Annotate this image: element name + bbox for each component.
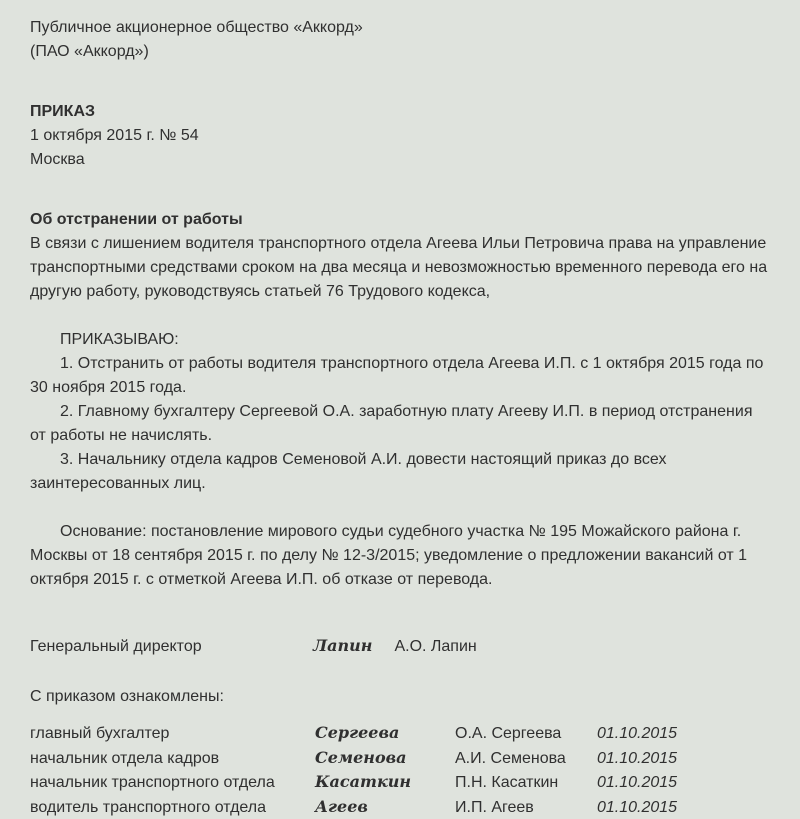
ack-position: водитель транспортного отдела — [30, 796, 315, 819]
acknowledgment-row — [30, 721, 770, 746]
order-directive: ПРИКАЗЫВАЮ: — [30, 328, 770, 352]
order-preamble: В связи с лишением водителя транспортного отдела Агеева Ильи Петровича права на управление транспортными средствами сроком на два месяца и невозможностью временного перевода его на другую работу, руководствуясь статьей 76 Трудового кодекса, — [30, 232, 770, 304]
director-name: А.О. Лапин — [394, 635, 476, 659]
ack-signature: Касаткин — [315, 770, 455, 794]
ack-position: начальник отдела кадров — [30, 747, 315, 771]
acknowledgment-row — [30, 746, 770, 771]
acknowledgment-row — [30, 770, 770, 795]
order-item-1: 1. Отстранить от работы водителя транспортного отдела Агеева И.П. с 1 октября 2015 года по 30 ноября 2015 года. — [30, 352, 770, 400]
company-name-short: (ПАО «Аккорд») — [30, 40, 770, 64]
order-items — [30, 328, 770, 496]
company-name-full: Публичное акционерное общество «Аккорд» — [30, 16, 770, 40]
order-item-2: 2. Главному бухгалтеру Сергеевой О.А. заработную плату Агееву И.П. в период отстранения от работы не начислять. — [30, 400, 770, 448]
acknowledgment-title: С приказом ознакомлены: — [30, 685, 770, 709]
ack-name: П.Н. Касаткин — [455, 771, 597, 795]
ack-position: начальник транспортного отдела — [30, 771, 315, 795]
order-city: Москва — [30, 148, 770, 172]
ack-signature: Семенова — [315, 746, 455, 770]
ack-signature: Агеев — [315, 795, 455, 819]
order-head — [30, 100, 770, 172]
ack-date: 01.10.2015 — [597, 771, 770, 795]
ack-date: 01.10.2015 — [597, 722, 770, 746]
ack-name: И.П. Агеев — [455, 796, 597, 819]
company-header — [30, 16, 770, 64]
acknowledgment-table — [30, 721, 770, 819]
ack-date: 01.10.2015 — [597, 796, 770, 819]
doc-type-title: ПРИКАЗ — [30, 100, 770, 124]
ack-date: 01.10.2015 — [597, 747, 770, 771]
order-date-number: 1 октября 2015 г. № 54 — [30, 124, 770, 148]
director-signature: Лапин — [313, 634, 372, 658]
order-body — [30, 208, 770, 592]
acknowledgment-row — [30, 795, 770, 819]
ack-position: главный бухгалтер — [30, 722, 315, 746]
director-position: Генеральный директор — [30, 635, 313, 659]
order-subject: Об отстранении от работы — [30, 208, 770, 232]
ack-signature: Сергеева — [315, 721, 455, 745]
order-item-3: 3. Начальнику отдела кадров Семеновой А.И. довести настоящий приказ до всех заинтересованных лиц. — [30, 448, 770, 496]
ack-name: А.И. Семенова — [455, 747, 597, 771]
order-basis: Основание: постановление мирового судьи судебного участка № 195 Можайского района г. Москвы от 18 сентября 2015 г. по делу № 12-3/2015; уведомление о предложении вакансий от 1 октября 2015 г. с отметкой Агеева И.П. об отказе от перевода. — [30, 520, 770, 592]
acknowledgment-section — [30, 685, 770, 819]
ack-name: О.А. Сергеева — [455, 722, 597, 746]
director-signature-row — [30, 634, 770, 659]
